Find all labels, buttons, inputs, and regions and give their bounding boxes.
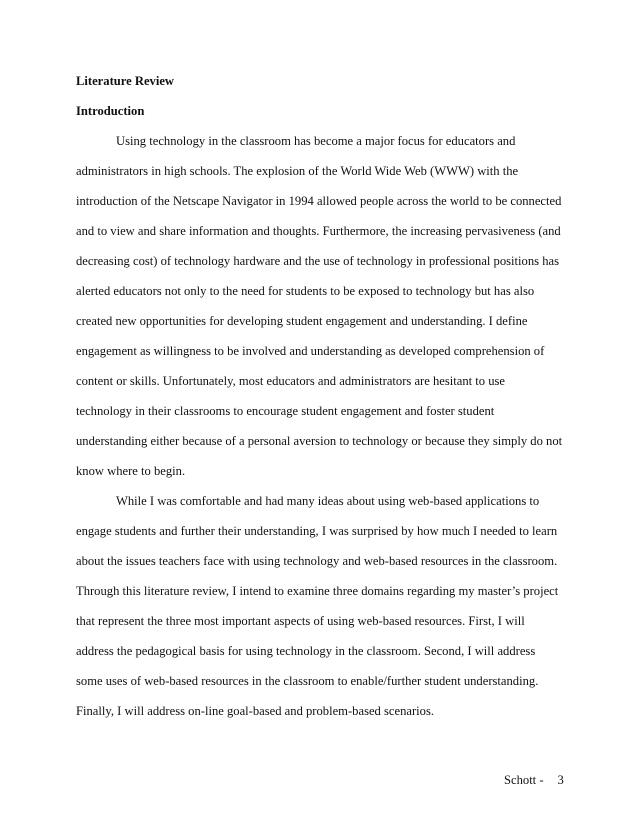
paragraph-2-line-4: Through this literature review, I intend to examine three domains regarding my master’s project: [76, 584, 559, 598]
paragraph-2-line-5: that represent the three most important aspects of using web-based resources. First, I will: [76, 614, 525, 628]
paragraph-2-line-6: address the pedagogical basis for using technology in the classroom. Second, I will address: [76, 644, 536, 658]
section-title: Literature Review: [76, 74, 175, 88]
paragraph-1-line-9: content or skills. Unfortunately, most educators and administrators are hesitant to use: [76, 374, 506, 388]
paragraph-1-line-7: created new opportunities for developing student engagement and understanding. I define: [76, 314, 528, 328]
page-number: 3: [557, 773, 564, 787]
paragraph-1-line-10: technology in their classrooms to encourage student engagement and foster student: [76, 404, 495, 418]
paragraph-1-line-12: know where to begin.: [76, 464, 186, 478]
footer-author: Schott -: [504, 773, 544, 787]
paragraph-1-line-8: engagement as willingness to be involved and understanding as developed comprehension of: [76, 344, 545, 358]
paragraph-1-line-3: introduction of the Netscape Navigator in 1994 allowed people across the world to be connected: [76, 194, 562, 208]
paragraph-2-line-1: While I was comfortable and had many ideas about using web-based applications to: [116, 494, 540, 508]
paragraph-2-line-7: some uses of web-based resources in the classroom to enable/further student understanding.: [76, 674, 539, 688]
subsection-title: Introduction: [76, 104, 145, 118]
paragraph-1-line-5: decreasing cost) of technology hardware and the use of technology in professional positions has: [76, 254, 559, 268]
page-footer: [504, 773, 564, 788]
paragraph-2-line-2: engage students and further their understanding, I was surprised by how much I needed to learn: [76, 524, 558, 538]
paragraph-2-line-3: about the issues teachers face with using technology and web-based resources in the classroom.: [76, 554, 558, 568]
paragraph-1-line-2: administrators in high schools. The explosion of the World Wide Web (WWW) with the: [76, 164, 519, 178]
paragraph-1-line-11: understanding either because of a personal aversion to technology or because they simply do not: [76, 434, 563, 448]
paragraph-2-line-8: Finally, I will address on-line goal-based and problem-based scenarios.: [76, 704, 435, 718]
paragraph-1-line-1: Using technology in the classroom has become a major focus for educators and: [116, 134, 516, 148]
paragraph-1-line-6: alerted educators not only to the need for students to be exposed to technology but has also: [76, 284, 535, 298]
paragraph-1-line-4: and to view and share information and thoughts. Furthermore, the increasing pervasiveness (and: [76, 224, 561, 238]
